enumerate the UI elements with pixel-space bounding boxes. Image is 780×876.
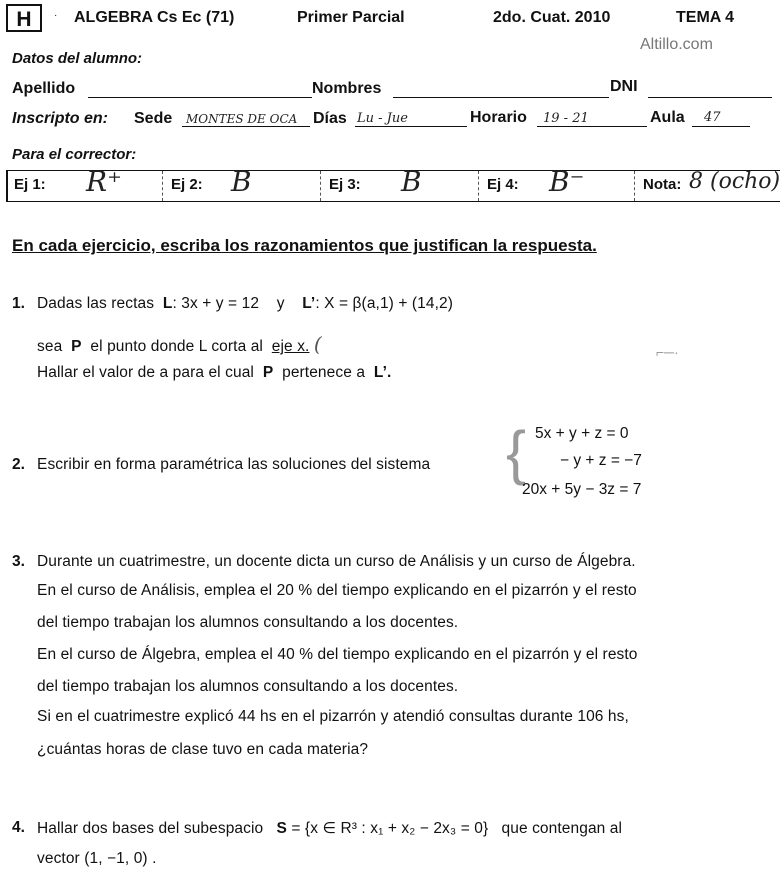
- horario-label: Horario: [470, 109, 527, 126]
- sede-value: MONTES DE OCA: [186, 112, 298, 126]
- grade-mark: B⁻: [549, 165, 585, 198]
- ex1-line1: [37, 295, 453, 313]
- grade-label: Ej 1:: [14, 176, 46, 193]
- inscripto-label: Inscripto en:: [12, 110, 109, 127]
- dias-label: Días: [313, 110, 347, 127]
- student-section-label: Datos del alumno:: [12, 50, 143, 67]
- ex1-line3: [37, 364, 391, 382]
- ex4-text: Hallar dos bases del subespacio: [37, 820, 264, 837]
- dias-field[interactable]: [355, 110, 467, 127]
- term-label: 2do. Cuat. 2010: [493, 9, 611, 26]
- ex3-line: Si en el cuatrimestre explicó 44 hs en el pizarrón y atendió consultas durante 106 hs,: [37, 708, 629, 725]
- line-L: L: [162, 295, 173, 312]
- ex1-number: 1.: [12, 295, 25, 312]
- grade-cell-ej1: [8, 165, 162, 201]
- nombres-label: Nombres: [312, 80, 382, 97]
- ex1-text: Hallar el valor de a para el cual: [37, 364, 254, 381]
- instruction: En cada ejercicio, escriba los razonamientos que justifican la respuesta.: [12, 236, 597, 255]
- ex4-line2: vector (1, −1, 0) .: [37, 850, 157, 867]
- ex3-number: 3.: [12, 553, 25, 570]
- corrector-label: Para el corrector:: [12, 146, 137, 163]
- point-P: P: [71, 338, 82, 355]
- ex3-line: del tiempo trabajan los alumnos consultando a los docentes.: [37, 614, 459, 631]
- dot-mark: ·: [54, 10, 58, 21]
- course-title: ALGEBRA Cs Ec (71): [74, 9, 235, 26]
- grade-cell-ej2: [162, 165, 320, 201]
- system-eq1: 5x + y + z = 0: [535, 425, 629, 442]
- ex1-axis: eje x.: [271, 338, 310, 355]
- subspace-definition: = {x ∈ R³ : x₁ + x₂ − 2x₃ = 0}: [291, 820, 489, 837]
- aula-label: Aula: [650, 109, 685, 126]
- grade-label: Ej 2:: [171, 176, 203, 193]
- ex1-text: pertenece a: [282, 364, 366, 381]
- exam-version-box: H: [6, 4, 42, 32]
- pen-mark: ⌐─·: [656, 344, 679, 360]
- watermark: Altillo.com: [640, 36, 713, 53]
- ex1-text: sea: [37, 338, 63, 355]
- ex1-eq1: : 3x + y = 12: [172, 295, 260, 312]
- ex1-line2: sea P el punto donde L corta al eje x. (: [37, 332, 322, 356]
- aula-field[interactable]: [692, 110, 750, 127]
- grade-mark: R⁺: [86, 165, 122, 198]
- line-Lp: L’: [302, 295, 316, 312]
- apellido-field[interactable]: [88, 81, 312, 98]
- subspace-S: S: [276, 820, 287, 837]
- sede-field[interactable]: [182, 110, 310, 127]
- ex1-and: y: [276, 295, 285, 312]
- sede-label: Sede: [134, 110, 173, 127]
- ex3-line: ¿cuántas horas de clase tuvo en cada materia?: [37, 741, 369, 758]
- grade-cell-ej3: [320, 165, 478, 201]
- exam-title: Primer Parcial: [297, 9, 405, 26]
- point-P: P: [262, 364, 274, 381]
- ex1-text: el punto donde L corta al: [90, 338, 263, 355]
- tema-label: TEMA 4: [676, 9, 735, 26]
- ex3-line: En el curso de Álgebra, emplea el 40 % del tiempo explicando en el pizarrón y el resto: [37, 646, 638, 663]
- ex2-number: 2.: [12, 456, 25, 473]
- grade-mark: 8 (ocho): [689, 169, 780, 194]
- grading-table: [6, 165, 780, 202]
- system-brace: {: [506, 419, 527, 486]
- nombres-field[interactable]: [393, 81, 609, 98]
- grade-cell-nota: [634, 171, 780, 201]
- ex3-line: del tiempo trabajan los alumnos consultando a los docentes.: [37, 678, 459, 695]
- dni-label: DNI: [610, 78, 638, 95]
- grade-mark: B: [231, 165, 252, 198]
- ex3-line: En el curso de Análisis, emplea el 20 % del tiempo explicando en el pizarrón y el resto: [37, 582, 637, 599]
- ex3-line: Durante un cuatrimestre, un docente dicta un curso de Análisis y un curso de Álgebra.: [37, 553, 636, 570]
- grade-mark: B: [401, 165, 422, 198]
- ex1-eq2: : X = β(a,1) + (14,2): [315, 295, 453, 312]
- ex4-number: 4.: [12, 819, 25, 836]
- system-eq3: 20x + 5y − 3z = 7: [522, 481, 642, 498]
- ex1-text: Dadas las rectas: [37, 295, 155, 312]
- apellido-label: Apellido: [12, 80, 76, 97]
- horario-field[interactable]: [537, 110, 647, 127]
- grade-label: Nota:: [643, 176, 682, 193]
- line-Lp: L’.: [373, 364, 392, 381]
- grade-label: Ej 4:: [487, 176, 519, 193]
- dni-field[interactable]: [648, 81, 772, 98]
- grade-cell-ej4: [478, 165, 634, 201]
- grade-label: Ej 3:: [329, 176, 361, 193]
- ex2-text: Escribir en forma paramétrica las soluciones del sistema: [37, 456, 431, 473]
- dias-value: Lu - Jue: [357, 111, 408, 126]
- aula-value: 47: [704, 110, 721, 125]
- ex4-line1: [37, 819, 622, 838]
- system-eq2: − y + z = −7: [560, 452, 642, 469]
- horario-value: 19 - 21: [543, 111, 589, 126]
- ex4-text: que contengan al: [501, 820, 623, 837]
